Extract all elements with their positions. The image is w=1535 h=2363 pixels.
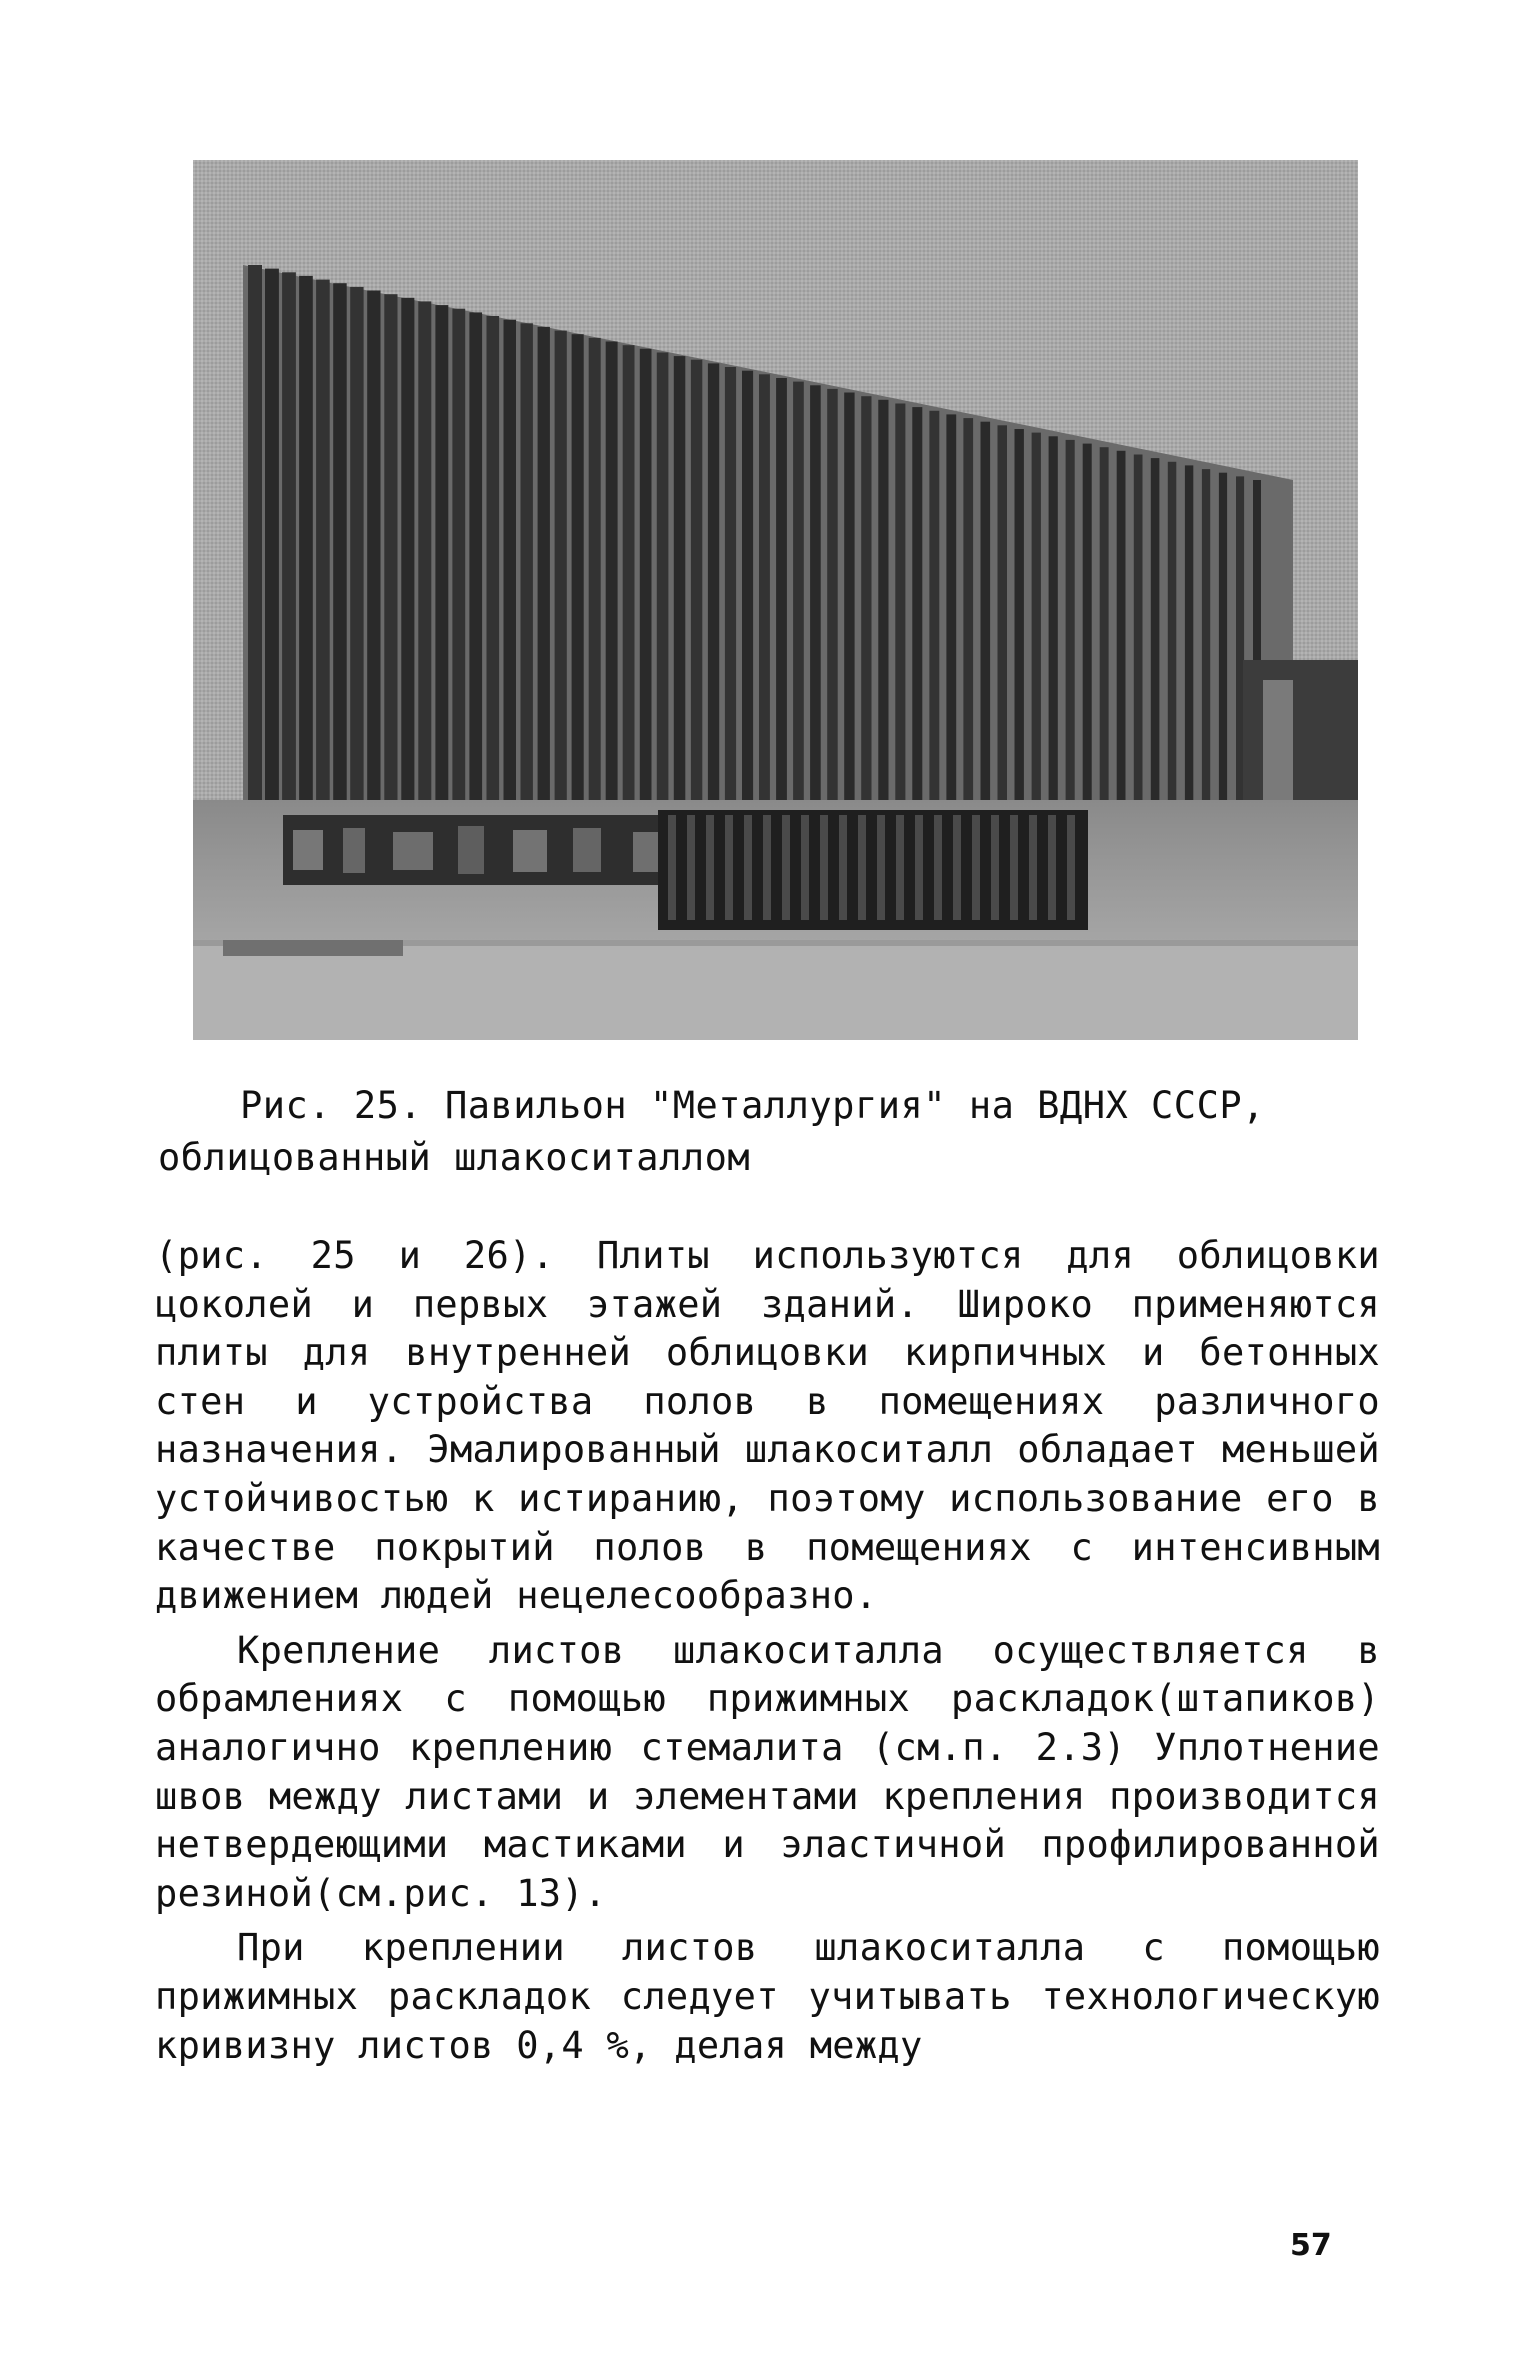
facade-fin [1236, 476, 1244, 814]
facade-fin [963, 418, 973, 811]
facade-fin [265, 269, 279, 801]
entrance-fin [991, 815, 999, 920]
facade-fin [1219, 473, 1227, 815]
figure-caption-line-1: Рис. 25. Павильон "Металлургия" на ВДНХ СССР, [240, 1084, 1265, 1127]
paragraph-2: Крепление листов шлакоситалла осуществляется в обрамлениях с помощью прижимных раскладок(штапиков) аналогично креплению стемалита (см.п. 2.3) Уплотнение швов между листами и элементами крепления производится нетвердеющими мастиками и эластичной профилированной резиной(см.рис. 13). [155, 1628, 1380, 1915]
facade-fin [1066, 440, 1075, 812]
facade-fin [674, 356, 686, 806]
facade-fin [333, 283, 347, 801]
pavilion-photo-drawing [193, 160, 1358, 1040]
entrance-fin [668, 815, 676, 920]
entrance-fin [1029, 815, 1037, 920]
facade-fin [384, 294, 397, 802]
pavilion-photo [193, 160, 1358, 1040]
facade-fin [248, 265, 262, 800]
facade-fin [521, 323, 533, 804]
facade-fin [861, 396, 871, 809]
facade-fin [810, 385, 821, 808]
facade-fin [1134, 455, 1143, 814]
facade-fin [1032, 433, 1041, 812]
entrance-fin [1067, 815, 1075, 920]
facade-fin [1015, 429, 1024, 812]
facade-fin [1117, 451, 1126, 813]
entrance-fin [1010, 815, 1018, 920]
entrance-fin [782, 815, 790, 920]
entrance-fin [725, 815, 733, 920]
facade-fin [623, 345, 635, 805]
entrance-fin [839, 815, 847, 920]
facade-fin [589, 338, 601, 805]
entrance-fin [972, 815, 980, 920]
page-number: 57 [1290, 2228, 1332, 2263]
facade-fin [504, 320, 517, 804]
entrance-fin [896, 815, 904, 920]
facade-fin [452, 309, 465, 803]
facade-fin [1083, 444, 1092, 813]
entrance-fin [877, 815, 885, 920]
facade-fin [538, 327, 550, 804]
facade-fin [657, 353, 669, 807]
facade-fin [606, 342, 618, 806]
paragraph-1: (рис. 25 и 26). Плиты используются для облицовки цоколей и первых этажей зданий. Широко применяются плиты для внутренней облицовки кирпичных и бетонных стен и устройства полов в помещениях различного назначения. Эмалированный шлакоситалл обладает меньшей устойчивостью к истиранию, поэтому использование его в качестве покрытий полов в помещениях с интенсивным движением людей нецелесообразно. [155, 1234, 1380, 1618]
entrance-fin [744, 815, 752, 920]
facade-fin [282, 272, 296, 800]
facade-fin [981, 422, 991, 811]
facade-fin [708, 363, 719, 807]
facade-fin [316, 280, 330, 801]
facade-fin [572, 334, 584, 805]
facade-fin [367, 291, 380, 802]
facade-fin [946, 414, 956, 810]
entrance-fin [706, 815, 714, 920]
facade-fin [1202, 469, 1210, 814]
facade-fin [469, 312, 482, 803]
figure-caption-line-2: облицованный шлакоситаллом [158, 1136, 751, 1179]
facade-fin [998, 425, 1008, 811]
facade-fin [912, 407, 922, 810]
facade-fin [895, 404, 905, 810]
facade-fin [742, 371, 753, 808]
entrance-fin [915, 815, 923, 920]
entrance-fin [763, 815, 771, 920]
facade-fin [725, 367, 736, 807]
facade-fin [640, 349, 652, 806]
facade-fin [418, 301, 431, 802]
entrance-fin [801, 815, 809, 920]
facade-fin [759, 374, 770, 807]
facade-fin [299, 276, 313, 801]
body-text [155, 1232, 1380, 2076]
facade-fin [827, 389, 838, 809]
facade-fin [555, 331, 567, 805]
facade-fin [1185, 465, 1193, 814]
facade-fin [776, 378, 787, 808]
facade-fin [929, 411, 939, 810]
facade-fin [844, 393, 854, 809]
facade-fin [1049, 436, 1058, 812]
facade-fin [1168, 462, 1177, 814]
facade-fin [793, 382, 804, 808]
entrance-fin [820, 815, 828, 920]
figure-caption [158, 1080, 1388, 1184]
facade-fin [401, 298, 414, 803]
facade-fin [691, 360, 702, 807]
facade-fin [487, 316, 500, 804]
facade-fin [435, 305, 448, 803]
entrance-fin [1048, 815, 1056, 920]
facade-fin [350, 287, 363, 802]
facade-fin [1151, 458, 1160, 813]
entrance-fin [687, 815, 695, 920]
paragraph-3: При креплении листов шлакоситалла с помощью прижимных раскладок следует учитывать технологическую кривизну листов 0,4 %, делая между [155, 1926, 1380, 2067]
entrance-fin [858, 815, 866, 920]
facade-fin [878, 400, 888, 810]
entrance-fin [953, 815, 961, 920]
entrance-fin [934, 815, 942, 920]
facade-fin [1100, 447, 1109, 813]
